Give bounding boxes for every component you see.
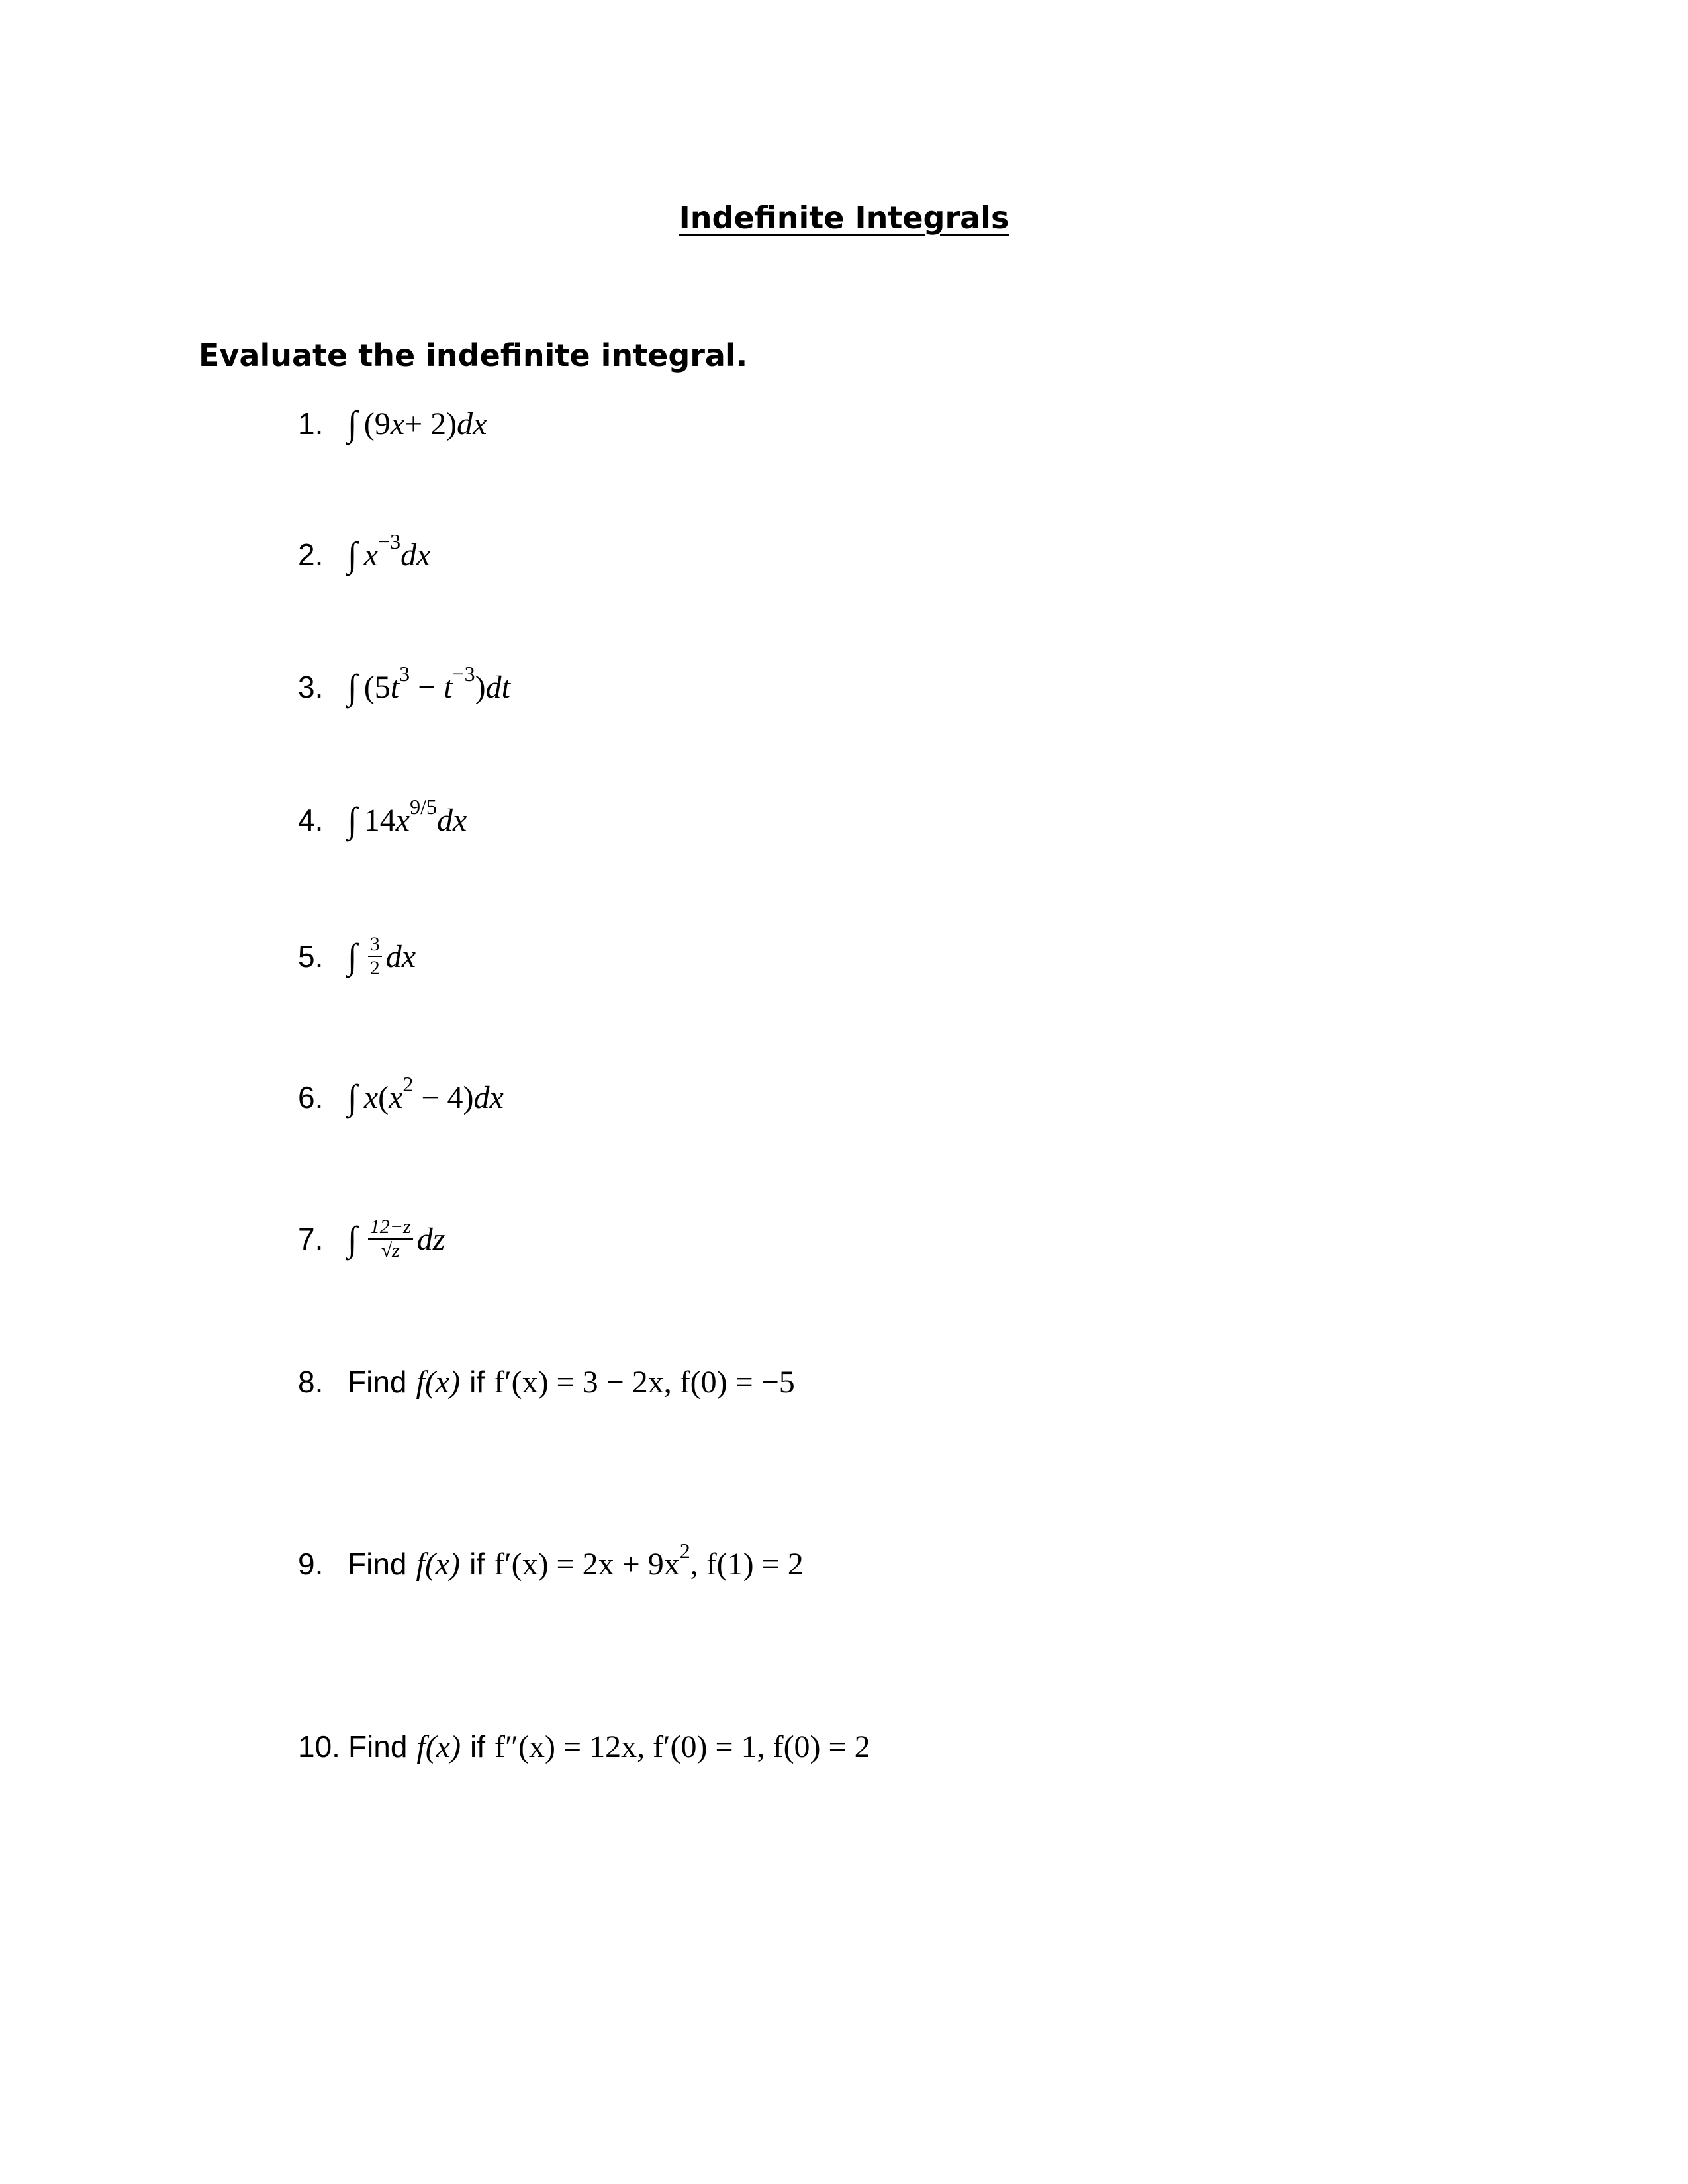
function-name: f(x) — [416, 1546, 461, 1582]
problem-number: 7. — [298, 1222, 324, 1256]
condition: f′(x) = 3 − 2x, f(0) = −5 — [494, 1364, 795, 1400]
integral-expression: ∫ (5 t 3 − t −3 ) dt — [348, 661, 510, 707]
integral-sign: ∫ — [348, 404, 357, 443]
condition: f′(x) = 2x + 9x 2 , f(1) = 2 — [494, 1538, 804, 1582]
problem-5 — [298, 927, 416, 986]
find-word: Find — [348, 1365, 407, 1399]
integral-sign: ∫ — [348, 667, 357, 707]
instruction-text: Evaluate the indefinite integral. — [199, 338, 748, 373]
problem-6 — [298, 1068, 504, 1127]
problem-8 — [298, 1352, 795, 1412]
integral-sign: ∫ — [348, 1219, 357, 1259]
integral-expression: ∫ x −3 dx — [348, 529, 431, 574]
fraction: $\frac{3}{2}$ — [368, 933, 382, 979]
problem-3 — [298, 657, 510, 717]
integral-expression: ∫ x ( x 2 − 4) dx — [348, 1071, 504, 1117]
problem-number: 5. — [298, 939, 324, 974]
if-word: if — [469, 1365, 485, 1399]
find-word: Find — [348, 1547, 407, 1581]
problem-2 — [298, 525, 430, 584]
integral-expression: ∫ $\frac{12-z}{√z}$ dz — [348, 1216, 445, 1261]
integral-sign: ∫ — [348, 800, 357, 840]
problem-number: 9. — [298, 1547, 324, 1581]
integral-expression: ∫ $\frac{3}{2}$ dx — [348, 933, 416, 979]
function-name: f(x) — [416, 1364, 461, 1400]
function-name: f(x) — [416, 1729, 461, 1764]
condition: f″(x) = 12x, f′(0) = 1, f(0) = 2 — [494, 1729, 870, 1764]
if-word: if — [470, 1729, 486, 1764]
problem-number: 3. — [298, 670, 324, 704]
problem-7 — [298, 1209, 445, 1269]
if-word: if — [469, 1547, 485, 1581]
problem-number: 4. — [298, 803, 324, 837]
problem-number: 2. — [298, 537, 324, 572]
problem-4 — [298, 790, 467, 850]
problem-1 — [298, 394, 487, 453]
integral-sign: ∫ — [348, 535, 357, 574]
fraction: $\frac{12-z}{√z}$ — [368, 1216, 413, 1262]
problem-number: 1. — [298, 406, 324, 441]
problem-number: 8. — [298, 1365, 324, 1399]
problem-10 — [298, 1717, 870, 1776]
integral-sign: ∫ — [348, 936, 357, 976]
integral-expression: ∫ 14 x 9/5 dx — [348, 794, 467, 840]
page-title: Indefinite Integrals — [679, 200, 1009, 236]
find-word: Find — [348, 1729, 408, 1764]
problem-9 — [298, 1534, 804, 1594]
problem-number: 10. — [298, 1729, 340, 1764]
integral-expression: ∫ (9 x + 2) dx — [348, 404, 487, 443]
problem-number: 6. — [298, 1080, 324, 1115]
integral-sign: ∫ — [348, 1077, 357, 1117]
